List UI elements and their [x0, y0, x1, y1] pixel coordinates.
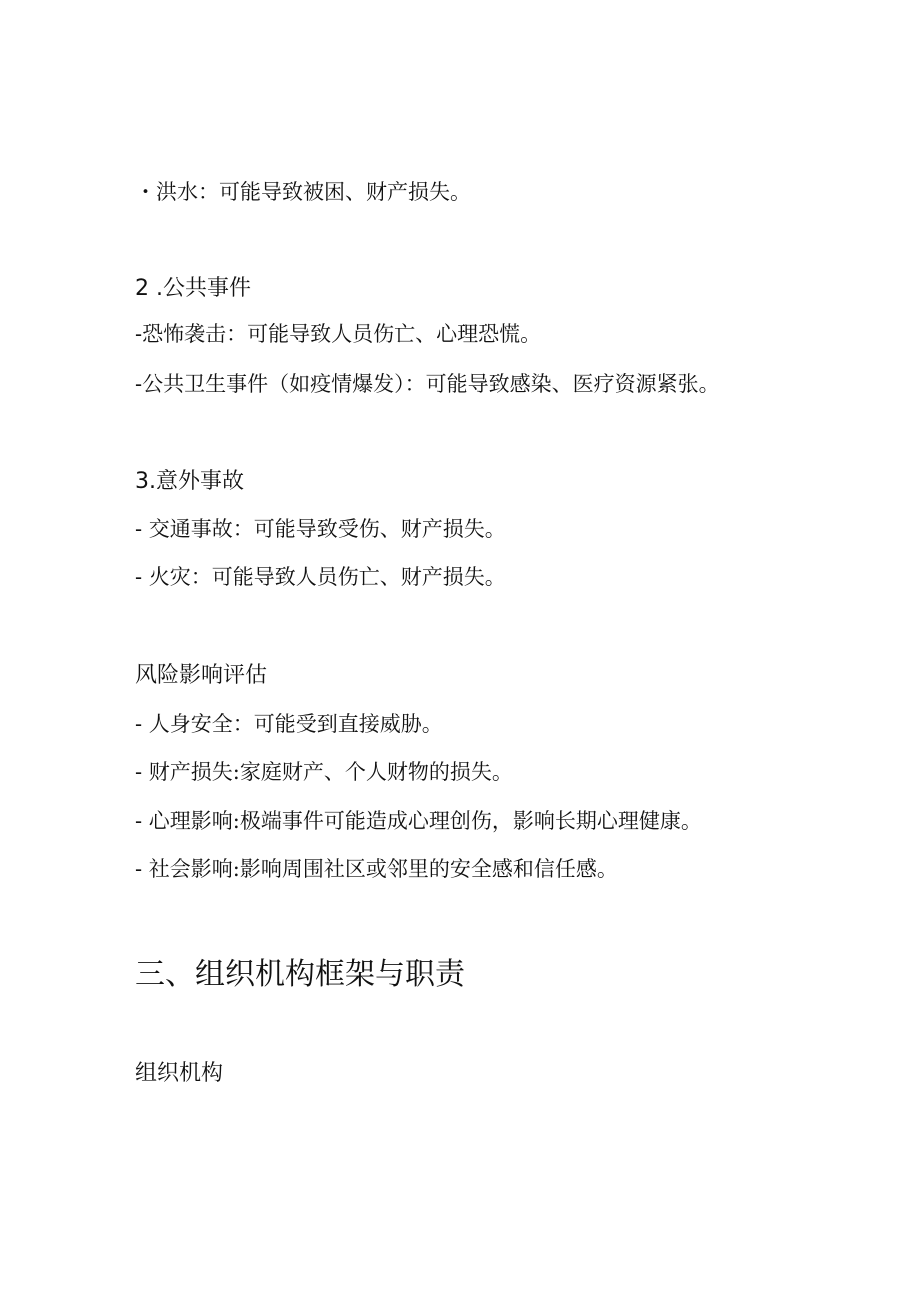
traffic-accident-item: - 交通事故：可能导致受伤、财产损失。 [135, 517, 506, 541]
flood-item: ・洪水：可能导致被困、财产损失。 [135, 180, 471, 204]
fire-item: - 火灾：可能导致人员伤亡、财产损失。 [135, 565, 506, 589]
public-health-item: -公共卫生事件（如疫情爆发）：可能导致感染、医疗资源紧张。 [135, 372, 720, 396]
terror-attack-item: -恐怖袭击：可能导致人员伤亡、心理恐慌。 [135, 322, 542, 346]
item-dash: - [135, 760, 149, 784]
item-term: 财产损失 [148, 760, 233, 784]
social-impact-item [135, 855, 618, 883]
section-3-title: 3.意外事故 [135, 469, 244, 494]
impact-title: 风险影响评估 [135, 663, 268, 688]
chapter-3-title: 三、组织机构框架与职责 [135, 957, 465, 992]
item-desc: :影响周围社区或邻里的安全感和信任感。 [232, 857, 618, 881]
item-term: 社会影响 [148, 857, 233, 881]
item-dash: - [135, 809, 149, 833]
item-term: 心理影响 [148, 809, 233, 833]
psychological-impact-item [135, 807, 702, 835]
item-desc: :家庭财产、个人财物的损失。 [232, 760, 513, 784]
item-dash: - [135, 857, 149, 881]
section-2-title: 2 .公共事件 [135, 276, 251, 301]
organization-subtitle: 组织机构 [135, 1061, 224, 1086]
property-loss-item [135, 758, 513, 786]
personal-safety-item: - 人身安全：可能受到直接威胁。 [135, 712, 443, 736]
item-desc: :极端事件可能造成心理创伤，影响长期心理健康。 [232, 809, 702, 833]
